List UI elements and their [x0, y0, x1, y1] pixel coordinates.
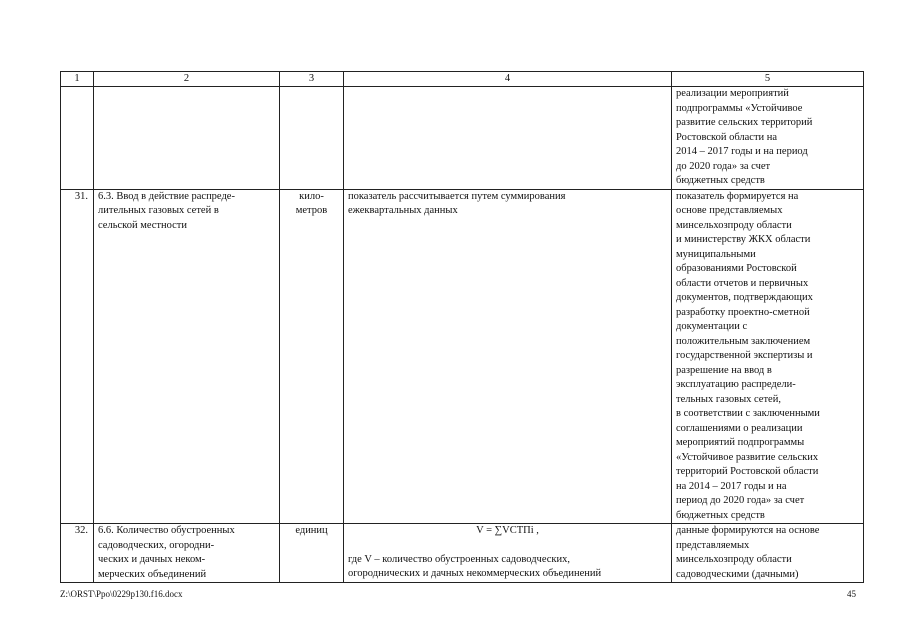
method-cell: [344, 524, 672, 583]
column-header: 1: [61, 72, 94, 87]
source-cell: данные формируются на основе представляемых минсельхозпроду области садоводческими (дачными): [672, 524, 864, 583]
column-header: 2: [94, 72, 280, 87]
table-row: [61, 524, 864, 583]
row-number-cell: [61, 87, 94, 190]
method-cell: показатель рассчитывается путем суммирования ежеквартальных данных: [344, 189, 672, 524]
source-cell: реализации мероприятий подпрограммы «Устойчивое развитие сельских территорий Ростовской области на 2014 – 2017 годы и на период до 2020 года» за счет бюджетных средств: [672, 87, 864, 190]
row-number-cell: 31.: [61, 189, 94, 524]
column-header: 5: [672, 72, 864, 87]
column-header: 4: [344, 72, 672, 87]
table-row: [61, 87, 864, 190]
indicator-name-cell: 6.3. Ввод в действие распреде- лительных газовых сетей в сельской местности: [94, 189, 280, 524]
indicator-table: [60, 71, 864, 583]
indicator-name-cell: [94, 87, 280, 190]
formula: V = ∑VCTПi ,: [476, 525, 539, 536]
row-number-cell: 32.: [61, 524, 94, 583]
formula-explanation: где V – количество обустроенных садоводческих, огороднических и дачных некоммерческих объединений: [348, 553, 602, 579]
unit-cell: кило- метров: [280, 189, 344, 524]
page-number: 45: [847, 589, 856, 599]
file-path-footer: Z:\ORST\Ppo\0229p130.f16.docx: [60, 589, 183, 599]
unit-cell: [280, 87, 344, 190]
table-header-row: [61, 72, 864, 87]
table-row: [61, 189, 864, 524]
column-header: 3: [280, 72, 344, 87]
unit-cell: единиц: [280, 524, 344, 583]
method-cell: [344, 87, 672, 190]
source-cell: показатель формируется на основе представляемых минсельхозпроду области и министерству ЖКХ области муниципальными образованиями Ростовской области отчетов и первичных документов, подтверждающих разработку проектно-сметной документации с положительным заключением государственной экспертизы и разрешение на ввод в эксплуатацию распредели- тельных газовых сетей, в соответствии с заключенными соглашениями о реализации мероприятий подпрограммы «Устойчивое развитие сельских территорий Ростовской области на 2014 – 2017 годы и на период до 2020 года» за счет бюджетных средств: [672, 189, 864, 524]
indicator-name-cell: 6.6. Количество обустроенных садоводческих, огородни- ческих и дачных неком- мерческих объединений: [94, 524, 280, 583]
